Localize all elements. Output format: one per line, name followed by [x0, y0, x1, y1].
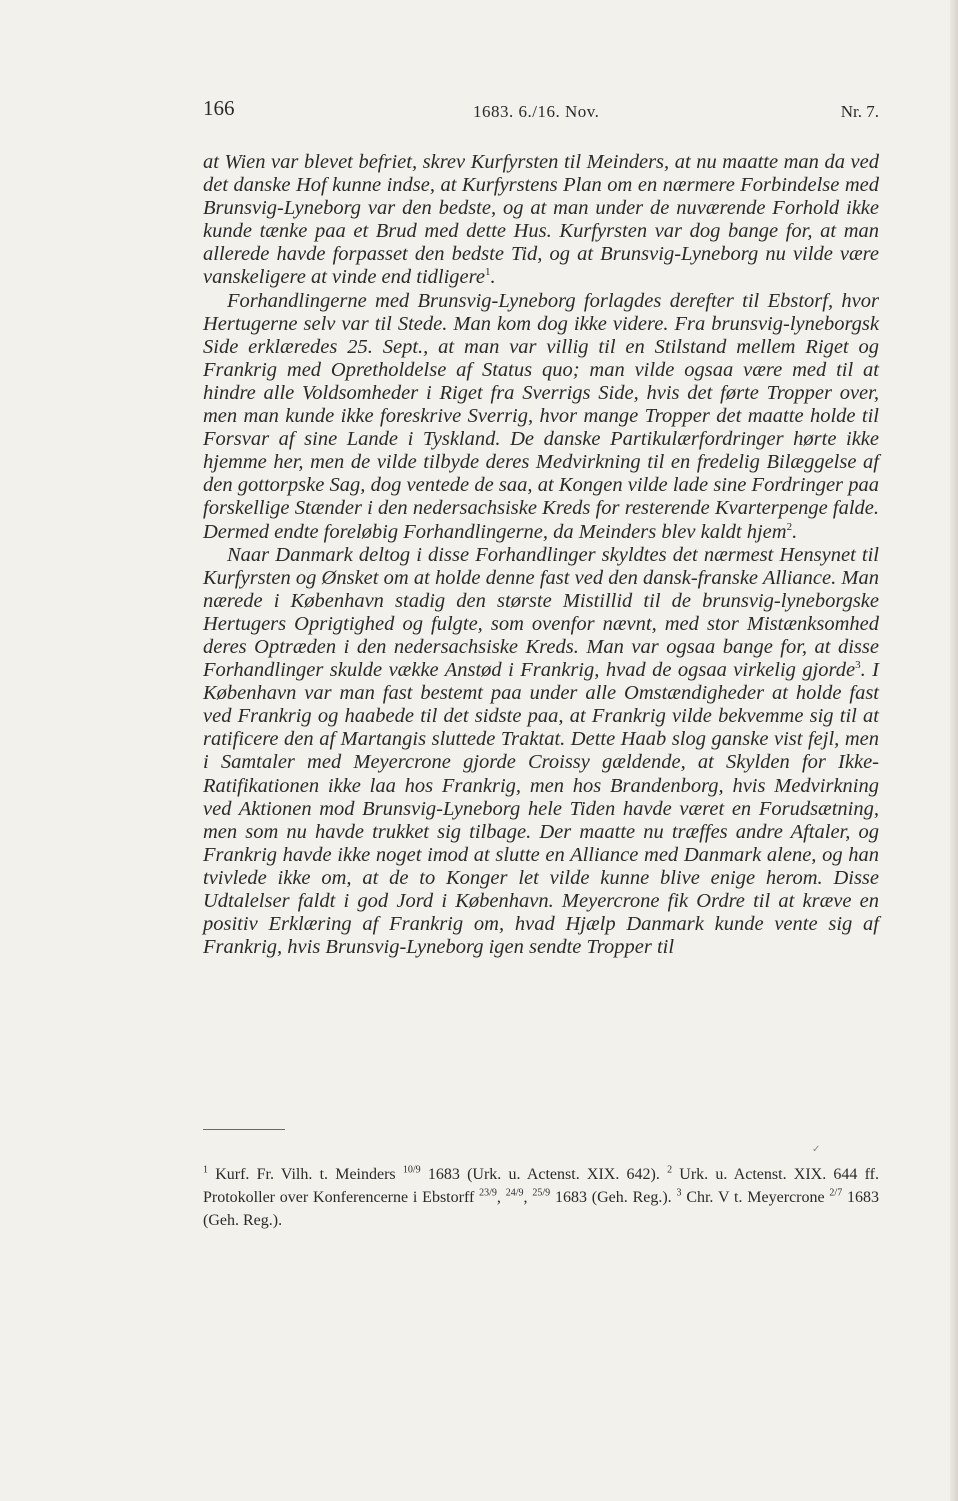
paragraph [203, 151, 879, 290]
paragraph [203, 544, 879, 960]
paragraph-text: Forhandlingerne med Brunsvig-Lyneborg forlagdes derefter til Ebstorf, hvor Hertugerne selv var til Stede. Man kom dog ikke videre. Fra brunsvig-lyneborgsk Side erklæredes 25. Sept., at man var villig til en Stilstand mellem Riget og Frankrig med Opretholdelse af Status quo; man vilde ogsaa være med til at hindre alle Voldsomheder i Riget fra Sverrigs Side, hvis det førte Tropper over, men man kunde ikke foreskrive Sverrig, hvor mange Tropper det maatte holde til Forsvar af sine Lande i Tyskland. De danske Partikulærfordringer hørte ikke hjemme her, men de vilde tilbyde deres Medvirkning til en fredelig Bilæggelse af den gottorpske Sag, dog ventede de saa, at Kongen vilde lade sine Fordringer paa forskellige Stænder i den nedersachsiske Kreds for resterende Kvarterpenge falde. Dermed endte foreløbig Forhandlingerne, da Meinders blev kaldt hjem [203, 289, 879, 543]
footnote-3: $^3$ Chr. V t. Meyercrone $^{2/7}$ 1683 (Geh. Reg.). [203, 1187, 880, 1229]
margin-mark: ✓ [812, 1144, 821, 1155]
footnote-1: $^1$ Kurf. Fr. Vilh. t. Meinders $^{10/9}$ 1683 (Urk. u. Actenst. XIX. 642). [203, 1164, 668, 1183]
page-edge [950, 0, 958, 1501]
paragraph-text: . [792, 520, 798, 543]
footnotes [203, 1163, 879, 1232]
footnote-divider [203, 1129, 285, 1130]
paragraph-text: at Wien var blevet befriet, skrev Kurfyrsten til Meinders, at nu maatte man da ved det danske Hof kunne indse, at Kurfyrstens Plan om en nærmere Forbindelse med Brunsvig-Lyneborg var den bedste, og at man under de nuværende Forhold ikke kunde tænke paa et Brud med dette Hus. Kurfyrsten var dog bange for, at man allerede havde forpasset den bedste Tid, og at Brunsvig-Lyneborg nu vilde være vanskeligere at vinde end tidligere [203, 151, 879, 289]
header-number: Nr. 7. [840, 102, 879, 121]
main-text [203, 151, 879, 959]
running-header [203, 96, 879, 126]
footnote-ref: 3 [855, 659, 861, 672]
header-date: 1683. 6./16. Nov. [473, 102, 600, 121]
paragraph [203, 290, 879, 544]
paragraph-text: . [490, 266, 496, 289]
footnote-ref: 2 [786, 520, 793, 533]
paragraph-text: . I København var man fast bestemt paa under alle Omstændigheder at holde fast ved Frankrig og haabede til det sidste paa, at Frankrig vilde bekvemme sig til at ratificere den af Martangis sluttede Traktat. Dette Haab slog ganske vist fejl, men i Samtaler med Meyercrone gjorde Croissy gældende, at Skylden for Ikke-Ratifikationen ikke laa hos Frankrig, men hos Brandenborg, hvis Medvirkning ved Aktionen mod Brunsvig-Lyneborg hele Tiden havde været en Forudsætning, men som nu havde trukket sig tilbage. Der maatte nu træffes andre Aftaler, og Frankrig havde ikke noget imod at slutte en Alliance med Danmark alene, og han tvivlede ikke om, at de to Konger let vilde kunne blive enige herom. Disse Udtalelser faldt i god Jord i København. Meyercrone fik Ordre til at kræve en positiv Erklæring af Frankrig om, hvad Hjælp Danmark kunde vente sig af Frankrig, hvis Brunsvig-Lyneborg igen sendte Tropper til [203, 659, 879, 959]
footnote-ref: 1 [484, 266, 491, 279]
paragraph-text: Naar Danmark deltog i disse Forhandlinger skyldtes det nærmest Hensynet til Kurfyrsten og Ønsket om at holde denne fast ved den dansk-franske Alliance. Man nærede i København stadig den største Mistillid til de brunsvig-lyneborgske Hertugers Oprigtighed og fulgte, som ovenfor nævnt, med stor Mistænksomhed deres Optræden i den nedersachsiske Kreds. Man var ogsaa bange for, at disse Forhandlinger skulde vække Anstød i Frankrig, hvad de ogsaa virkelig gjorde [203, 543, 879, 682]
footnote-2: $^2$ Urk. u. Actenst. XIX. 644 ff. Protokoller over Konferencerne i Ebstorff $^{23/9}$, $^{24/9}$, $^{25/9}$ 1683 (Geh. Reg.). [203, 1164, 880, 1206]
page-number: 166 [203, 96, 235, 120]
